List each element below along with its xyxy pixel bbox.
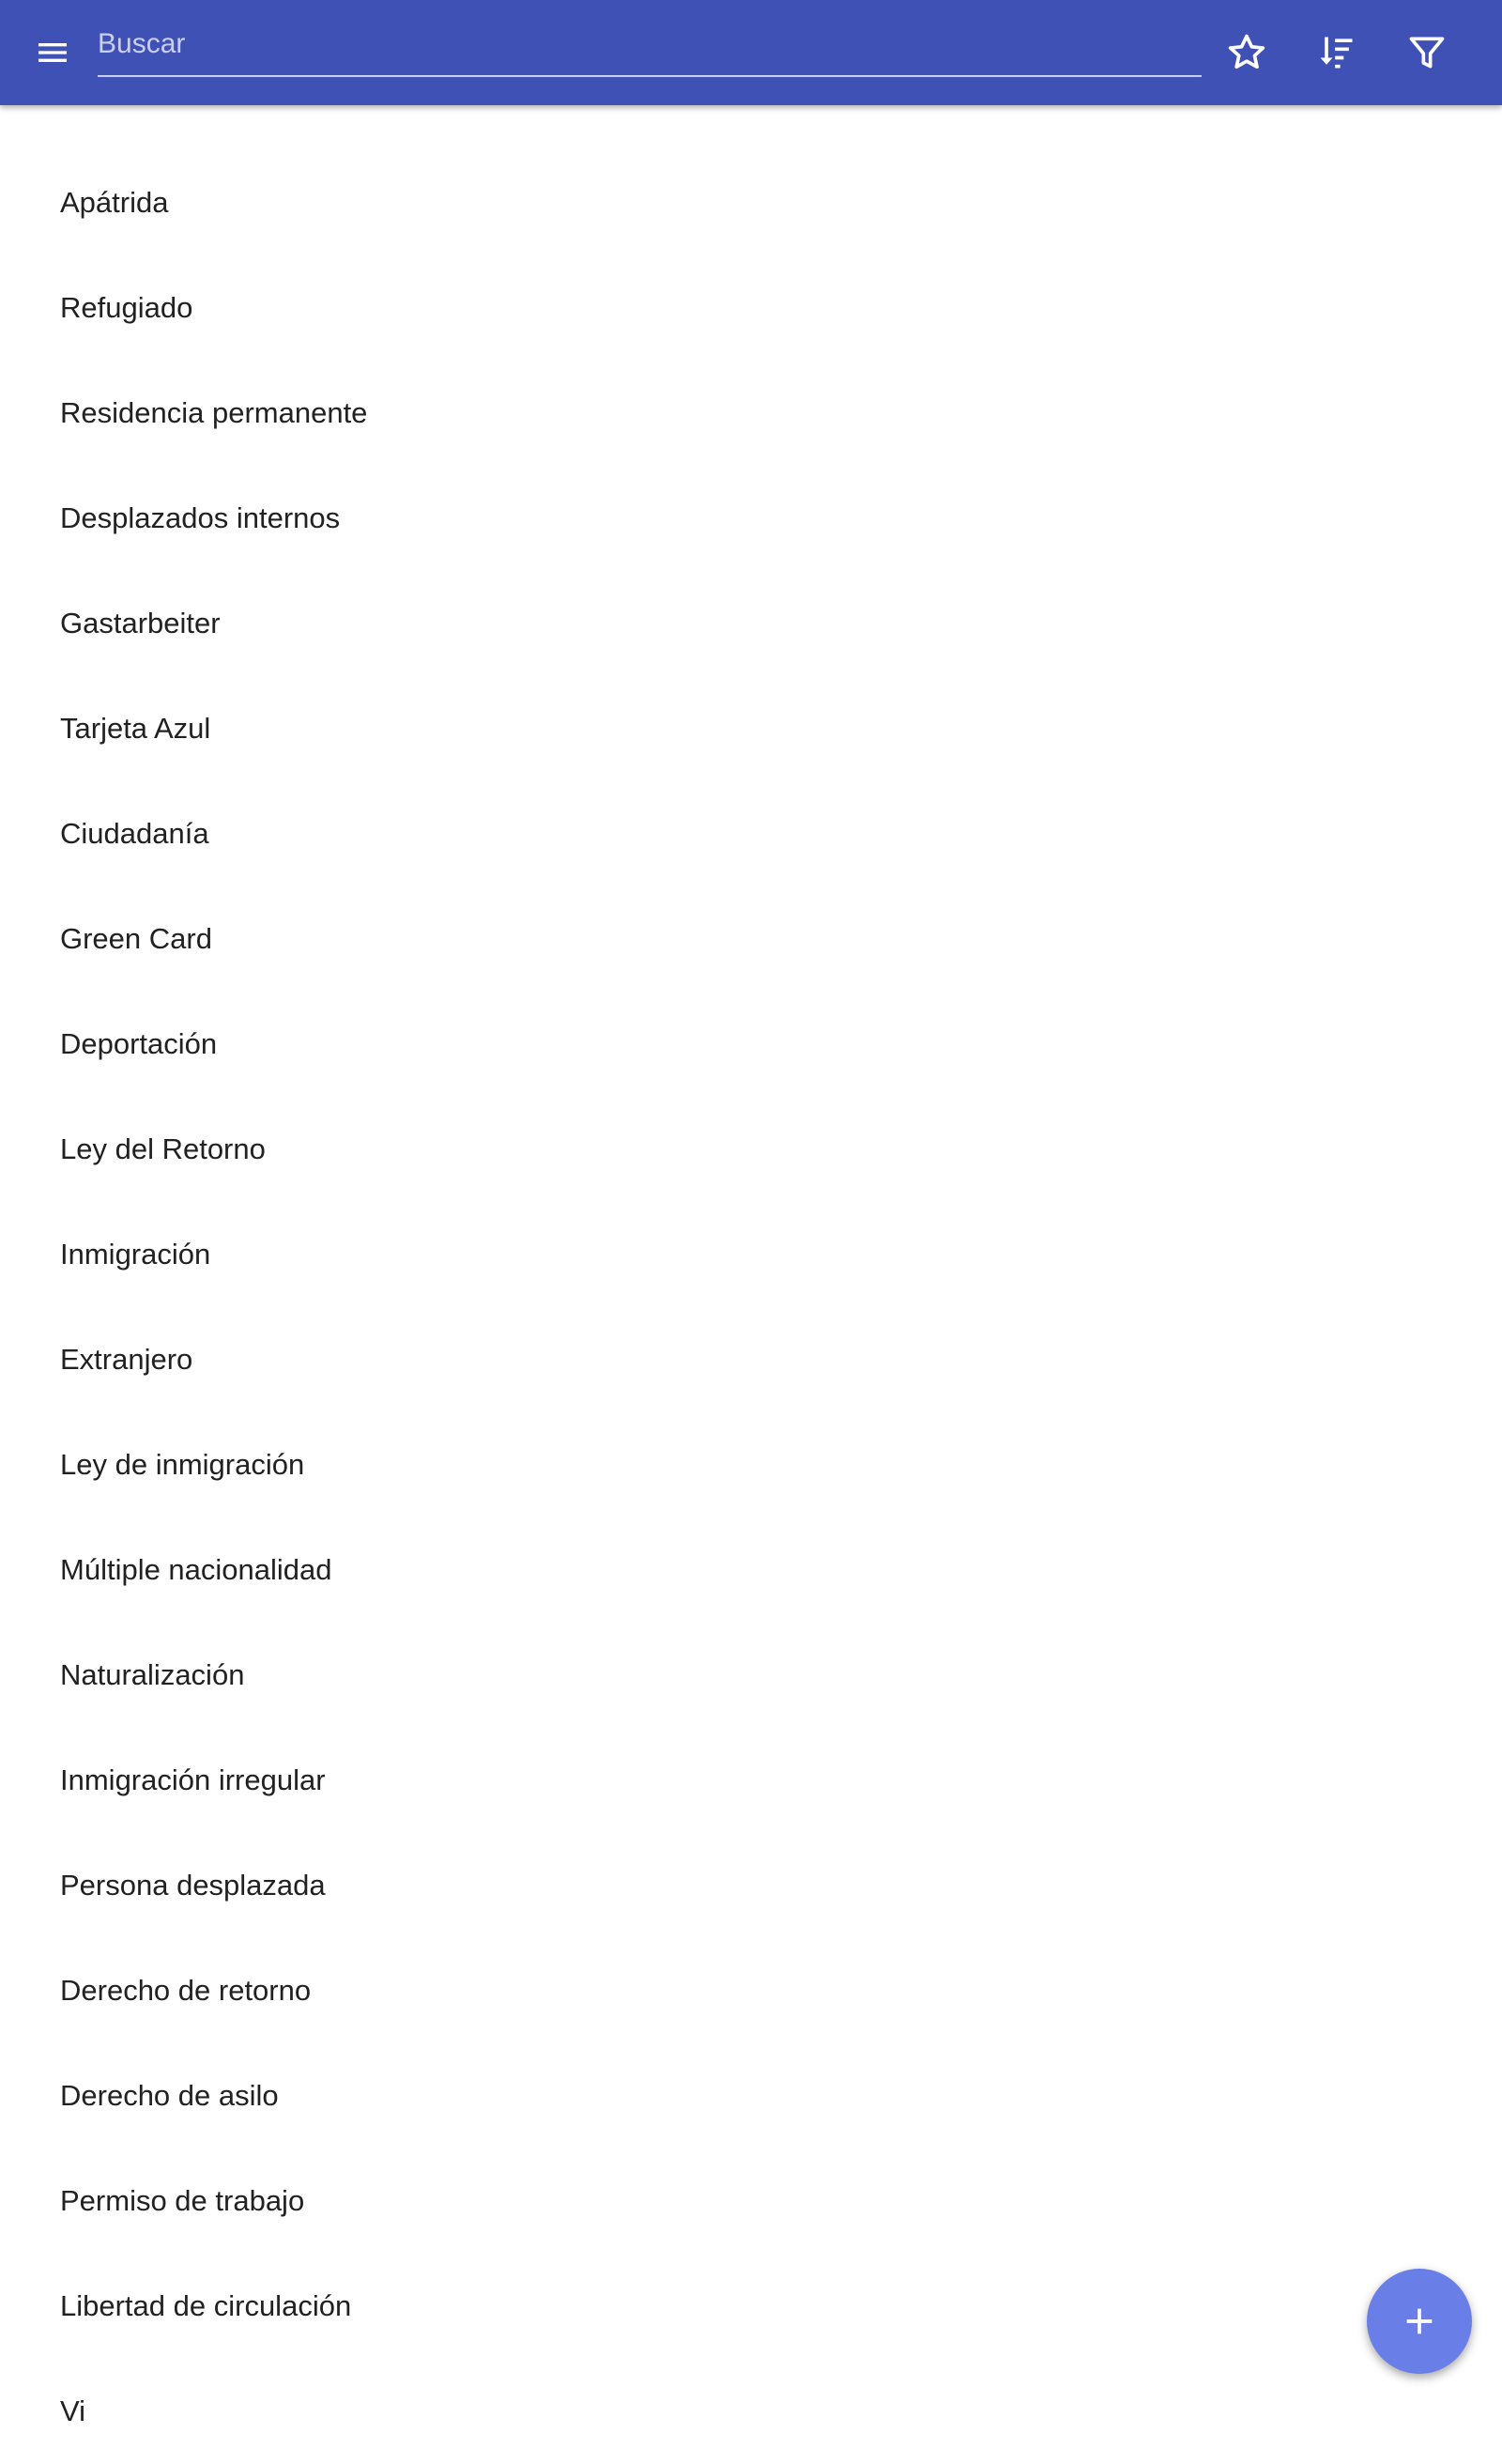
list-item[interactable]: Green Card (60, 922, 212, 955)
plus-icon (1401, 2302, 1438, 2340)
term-list (0, 105, 1502, 2427)
list-item[interactable]: Refugiado (60, 291, 193, 324)
list-item[interactable]: Vi (60, 2395, 86, 2427)
list-item[interactable]: Libertad de circulación (60, 2289, 352, 2322)
list-item[interactable]: Desplazados internos (60, 501, 341, 534)
list-item[interactable]: Tarjeta Azul (60, 712, 211, 745)
app-bar (0, 0, 1502, 105)
sort-button[interactable] (1299, 15, 1374, 90)
list-item[interactable]: Naturalización (60, 1658, 245, 1691)
list-item[interactable]: Ley de inmigración (60, 1448, 305, 1481)
sort-icon (1316, 32, 1357, 73)
list-item[interactable]: Deportación (60, 1027, 218, 1060)
search-field (98, 15, 1202, 77)
menu-button[interactable] (15, 15, 90, 90)
list-item[interactable]: Extranjero (60, 1343, 193, 1376)
search-input[interactable] (98, 15, 1202, 73)
star-outline-icon (1226, 32, 1267, 73)
add-button[interactable] (1367, 2269, 1472, 2374)
list-item[interactable]: Permiso de trabajo (60, 2184, 305, 2217)
filter-icon (1406, 32, 1448, 73)
list-item[interactable]: Inmigración irregular (60, 1763, 326, 1796)
list-item[interactable]: Derecho de retorno (60, 1974, 312, 2007)
favorites-button[interactable] (1209, 15, 1284, 90)
menu-icon (34, 34, 71, 71)
list-item[interactable]: Apátrida (60, 186, 169, 219)
list-item[interactable]: Gastarbeiter (60, 607, 221, 639)
list-item[interactable]: Ciudadanía (60, 817, 209, 850)
list-item[interactable]: Residencia permanente (60, 396, 368, 429)
list-item[interactable]: Persona desplazada (60, 1869, 326, 1902)
list-item[interactable]: Múltiple nacionalidad (60, 1553, 332, 1586)
filter-button[interactable] (1389, 15, 1464, 90)
list-item[interactable]: Derecho de asilo (60, 2079, 279, 2112)
list-item[interactable]: Ley del Retorno (60, 1132, 266, 1165)
list-item[interactable]: Inmigración (60, 1238, 211, 1270)
